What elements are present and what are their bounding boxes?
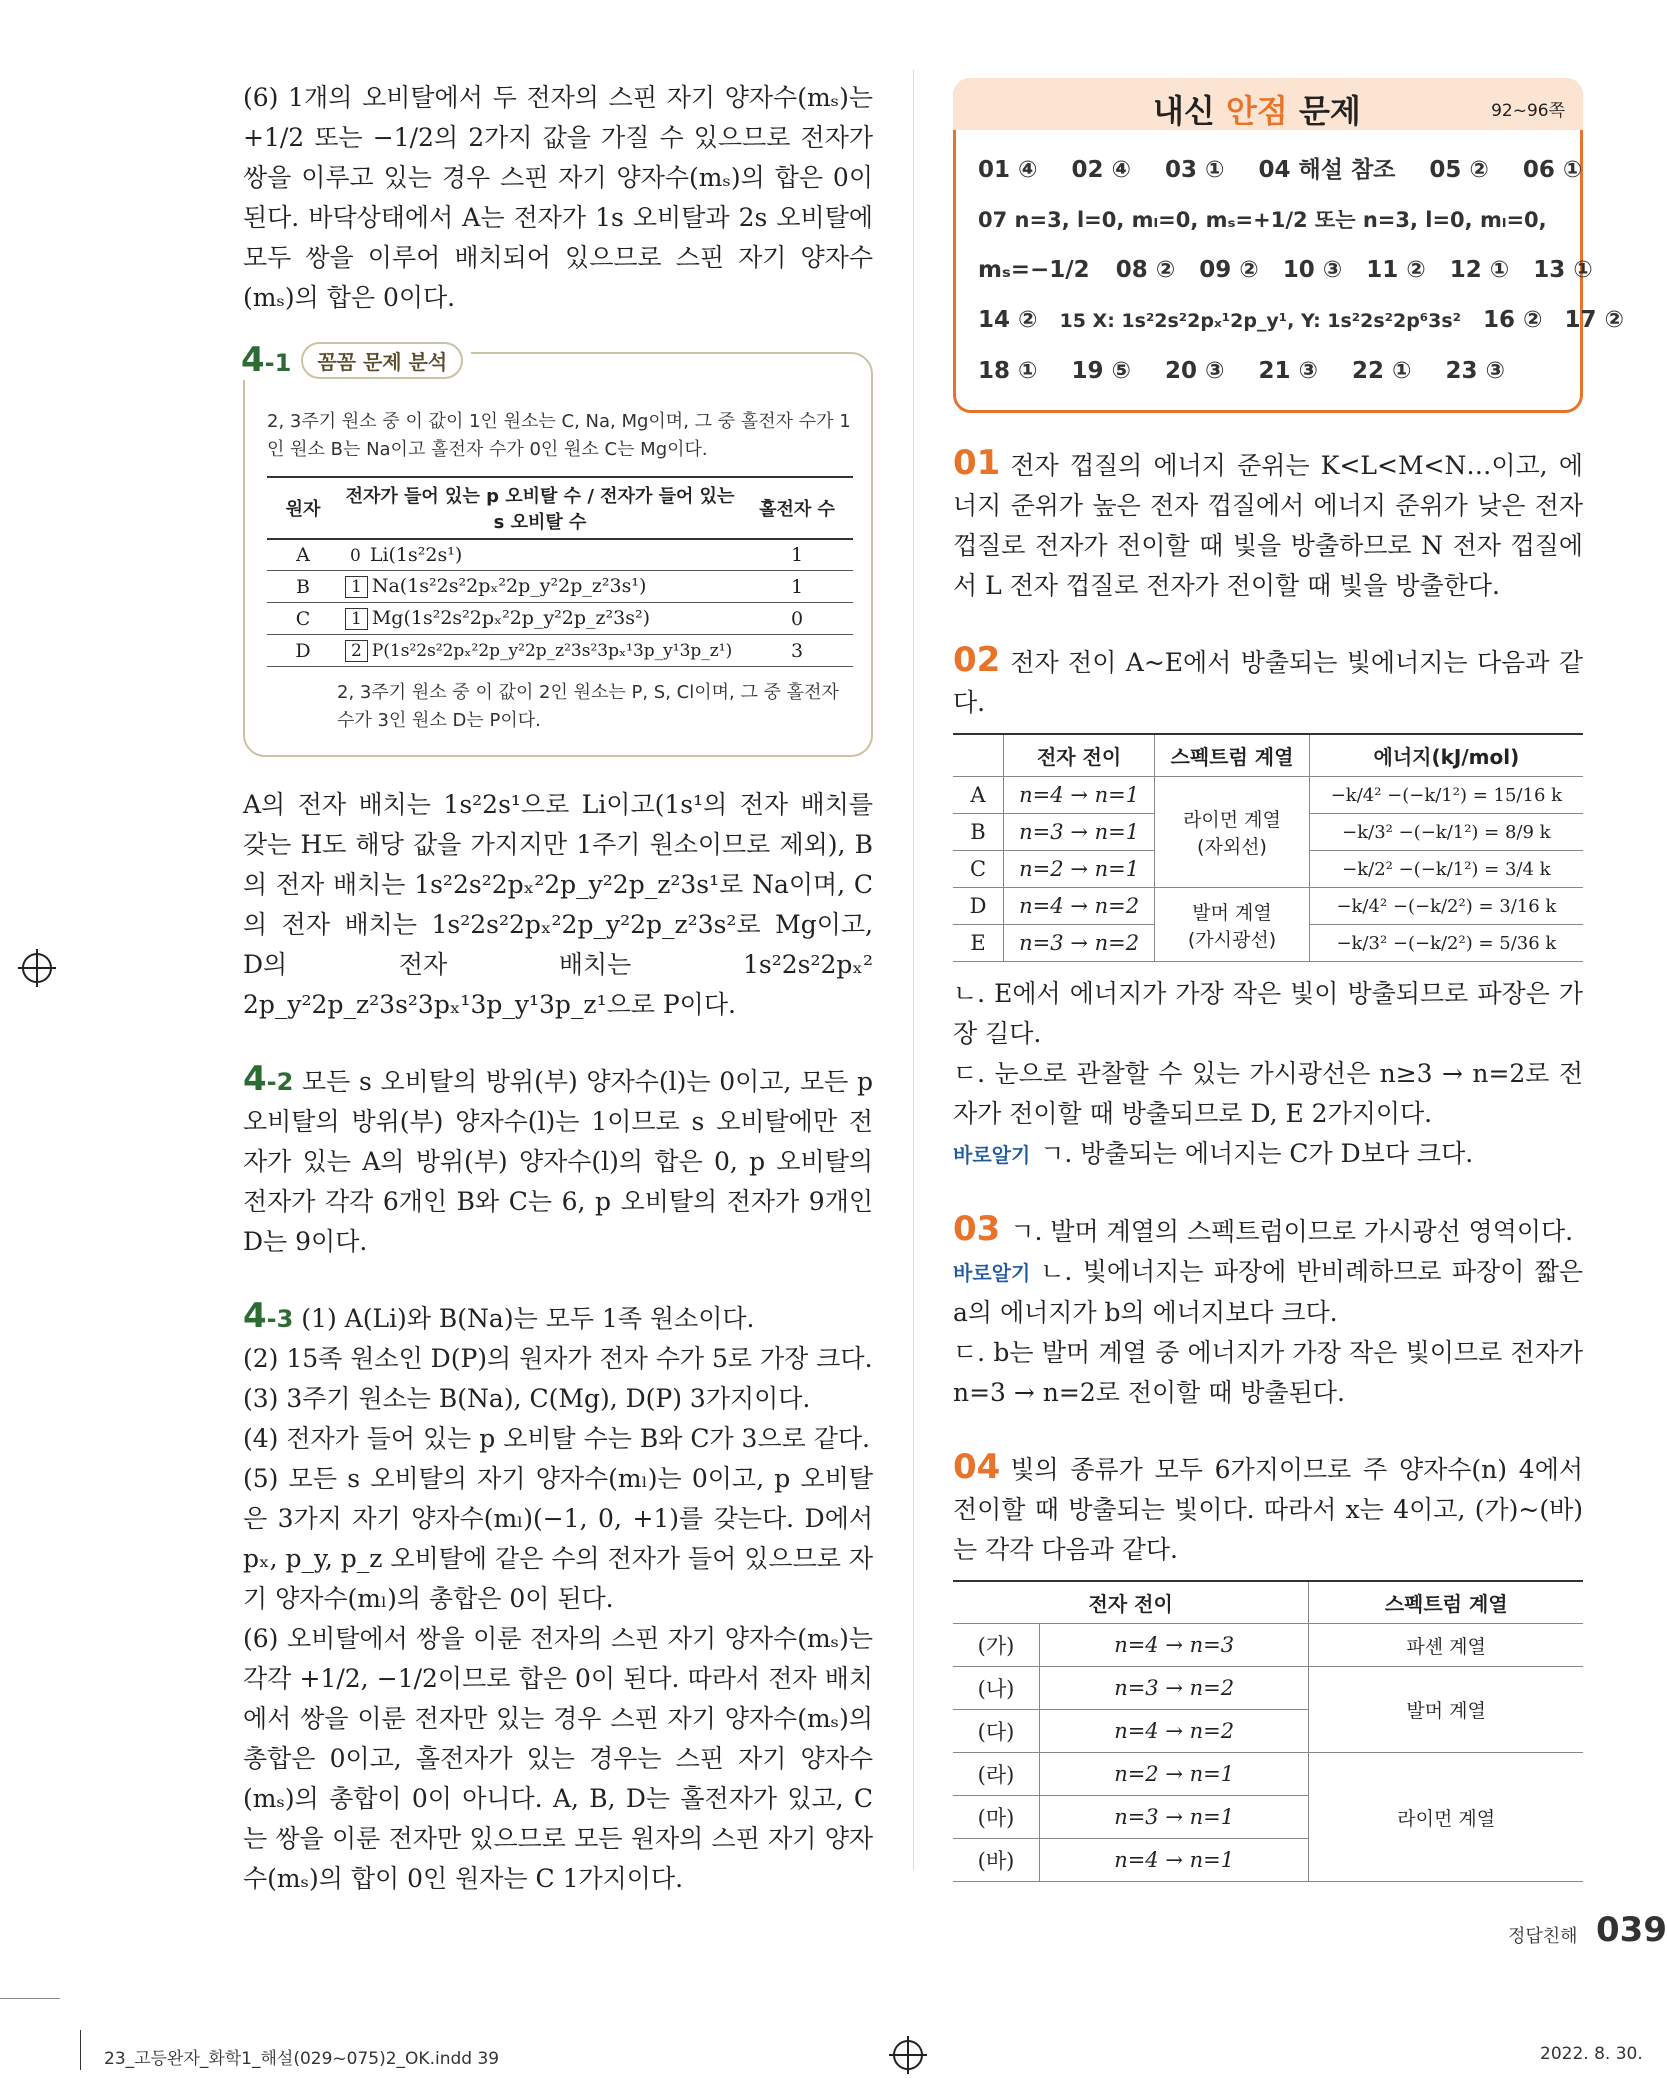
registration-mark-icon [893,2040,923,2070]
q4-1-text: A의 전자 배치는 1s²2s¹으로 Li이고(1s¹의 전자 배치를 갖는 H도 해당 값을 가지지만 1주기 원소이므로 제외), B의 전자 배치는 1s²2s²2pₓ²2p_y²2p_z²3s¹로 Na이며, C의 전자 배치는 1s²2s²2pₓ²2p_y²2p_z²3s²로 Mg이고, D의 전자 배치는 1s²2s²2pₓ² 2p_y²2p_z²3s²3pₓ¹3p_y¹3p_z¹으로 P이다. [243,790,873,1019]
q02-line1: ㄴ. E에서 에너지가 가장 작은 빛이 방출되므로 파장은 가장 길다. [953,979,1583,1048]
table-row [267,571,853,603]
right-column [953,78,1624,1882]
row-label: C [953,851,1004,888]
transition-cell: n=3 → n=1 [1004,814,1155,851]
ratio-value: 1 [345,608,368,630]
header-atom: 원자 [267,477,339,539]
q02-intro: 전자 전이 A~E에서 방출되는 빛에너지는 다음과 같다. [953,648,1583,717]
atom-cell: C [267,603,339,635]
answer-row: 01 ④ 02 ④ 03 ① 04 해설 참조 05 ② 06 ① [978,157,1583,183]
answer-row: mₛ=−1/2 08 ② 09 ② 10 ③ 11 ② 12 ① 13 ① [978,257,1593,283]
config-text: P(1s²2s²2pₓ²2p_y²2p_z²3s²3pₓ¹3p_y¹3p_z¹) [371,641,733,661]
series-cell: 라이먼 계열 (자외선) [1155,777,1310,888]
q4-3-item: (3) 3주기 원소는 B(Na), C(Mg), D(P) 3가지이다. [243,1384,811,1413]
config-cell [339,635,741,667]
row-label: (라) [953,1753,1040,1796]
table-row [953,777,1583,814]
q02-line2: ㄷ. 눈으로 관찰할 수 있는 가시광선은 n≥3 → n=2로 전자가 전이할 때 방출되므로 D, E 2가지이다. [953,1059,1583,1128]
ratio-value: 0 [350,546,361,566]
energy-cell: −k/3² −(−k/1²) = 8/9 k [1309,814,1583,851]
page-label: 정답친해 [1508,1926,1578,1947]
q02-line3: ㄱ. 방출되는 에너지는 C가 D보다 크다. [1040,1139,1474,1168]
row-label: (나) [953,1667,1040,1710]
config-cell [339,603,741,635]
energy-cell: −k/4² −(−k/1²) = 15/16 k [1309,777,1583,814]
row-label: B [953,814,1004,851]
answer-row: 14 ② 15 X: 1s²2s²2pₓ¹2p_y¹, Y: 1s²2s²2p⁶3s² 16 ② 17 ② [978,307,1624,333]
q02-number: 02 [953,640,1001,680]
left-column [243,78,873,1899]
transition-cell: n=4 → n=2 [1040,1710,1309,1753]
q4-1-number: 4-1 [241,340,292,380]
table-row [953,1624,1583,1667]
q4-3-item: (1) A(Li)와 B(Na)는 모두 1족 원소이다. [301,1304,755,1333]
q03-section [953,1209,1583,1413]
q03-line2: ㄴ. 빛에너지는 파장에 반비례하므로 파장이 짧은 a의 에너지가 b의 에너지보다 크다. [953,1257,1583,1327]
table-row [267,539,853,571]
transition-cell: n=3 → n=2 [1040,1667,1309,1710]
footer-bar [80,2030,81,2070]
header-unpaired: 홀전자 수 [741,477,853,539]
column-divider [913,70,914,1870]
table-row [953,888,1583,925]
unpaired-cell: 1 [741,571,853,603]
q02-section [953,640,1583,1175]
header-energy: 에너지(kJ/mol) [1309,734,1583,777]
q4-3-section [243,1296,873,1899]
row-label: (바) [953,1839,1040,1882]
q4-2-text: 모든 s 오비탈의 방위(부) 양자수(l)는 0이고, 모든 p 오비탈의 방위(부) 양자수(l)는 1이므로 s 오비탈에만 전자가 있는 A의 방위(부) 양자수(l)의 합은 0, p 오비탈의 전자가 각각 6개인 B와 C는 6, p 오비탈의 전자가 9개인 D는 9이다. [243,1067,874,1256]
transition-cell: n=4 → n=3 [1040,1624,1309,1667]
header-series: 스펙트럼 계열 [1309,1581,1583,1624]
ratio-value: 2 [345,640,368,662]
q02-tag: 바로알기 [953,1143,1031,1167]
header-ratio: 전자가 들어 있는 p 오비탈 수 / 전자가 들어 있는 s 오비탈 수 [339,477,741,539]
transition-cell: n=3 → n=1 [1040,1796,1309,1839]
row-label: (다) [953,1710,1040,1753]
series-cell: 파셴 계열 [1309,1624,1583,1667]
transition-cell: n=2 → n=1 [1004,851,1155,888]
transition-cell: n=4 → n=1 [1004,777,1155,814]
header-blank [953,734,1004,777]
page-number: 039 [1596,1910,1667,1950]
q04-table [953,1580,1583,1882]
config-cell [339,571,741,603]
series-cell: 발머 계열 (가시광선) [1155,888,1310,962]
q03-line3: ㄷ. b는 발머 계열 중 에너지가 가장 작은 빛이므로 전자가 n=3 → n=2로 전이할 때 방출된다. [953,1338,1583,1407]
config-text: Na(1s²2s²2pₓ²2p_y²2p_z²3s¹) [371,575,647,597]
atom-cell: D [267,635,339,667]
q01-number: 01 [953,443,1001,483]
transition-cell: n=2 → n=1 [1040,1753,1309,1796]
answer-box [953,78,1624,413]
row-label: (마) [953,1796,1040,1839]
row-label: E [953,925,1004,962]
transition-cell: n=3 → n=2 [1004,925,1155,962]
unpaired-cell: 0 [741,603,853,635]
series-cell: 발머 계열 [1309,1667,1583,1753]
energy-cell: −k/4² −(−k/2²) = 3/16 k [1309,888,1583,925]
q4-1-section [241,340,873,1025]
answer-box-title: 내신 안점 문제 [1153,92,1361,130]
q01-text: 전자 껍질의 에너지 준위는 K<L<M<N…이고, 에너지 준위가 높은 전자 껍질에서 에너지 준위가 낮은 전자 껍질로 전자가 전이할 때 빛을 방출하므로 N 전자 껍질에서 L 전자 껍질로 전자가 전이할 때 빛을 방출한다. [953,451,1583,600]
header-transition: 전자 전이 [953,1581,1309,1624]
analysis-badge: 꼼꼼 문제 분석 [301,342,463,379]
unpaired-cell: 3 [741,635,853,667]
q02-table [953,733,1583,962]
table-row [953,1753,1583,1796]
q4-2-section [243,1059,873,1262]
energy-cell: −k/2² −(−k/1²) = 3/4 k [1309,851,1583,888]
q03-tag: 바로알기 [953,1261,1031,1285]
answer-box-pages: 92~96쪽 [1491,101,1565,121]
footer-rule [0,1998,60,1999]
analysis-note-top: 2, 3주기 원소 중 이 값이 1인 원소는 C, Na, Mg이며, 그 중 홀전자 수가 1인 원소 B는 Na이고 홀전자 수가 0인 원소 C는 Mg이다. [267,411,851,460]
q04-number: 04 [953,1447,1001,1487]
footer-date: 2022. 8. 30. [1540,2044,1643,2064]
answer-row: 18 ① 19 ⑤ 20 ③ 21 ③ 22 ① 23 ③ [978,358,1505,384]
energy-cell: −k/3² −(−k/2²) = 5/36 k [1309,925,1583,962]
q4-2-number: 4-2 [243,1059,294,1099]
analysis-table [267,476,853,667]
footer-filename: 23_고등완자_화학1_해설(029~075)2_OK.indd 39 [104,2049,500,2069]
q4-3-item: (2) 15족 원소인 D(P)의 원자가 전자 수가 5로 가장 크다. [243,1344,873,1373]
unpaired-cell: 1 [741,539,853,571]
analysis-head [241,340,471,380]
analysis-note-bottom: 2, 3주기 원소 중 이 값이 2인 원소는 P, S, Cl이며, 그 중 홀전자 수가 3인 원소 D는 P이다. [337,682,839,731]
atom-cell: A [267,539,339,571]
q03-number: 03 [953,1209,1001,1249]
row-label: (가) [953,1624,1040,1667]
q03-line1: ㄱ. 발머 계열의 스펙트럼이므로 가시광선 영역이다. [1010,1217,1574,1246]
config-cell [339,539,741,571]
transition-cell: n=4 → n=2 [1004,888,1155,925]
transition-cell: n=4 → n=1 [1040,1839,1309,1882]
table-row [267,603,853,635]
q4-3-number: 4-3 [243,1296,294,1336]
config-text: Li(1s²2s¹) [369,544,463,566]
q4-3-item: (5) 모든 s 오비탈의 자기 양자수(mₗ)는 0이고, p 오비탈은 3가지 자기 양자수(mₗ)(−1, 0, +1)를 갖는다. D에서 pₓ, p_y, p_z 오비탈에 같은 수의 전자가 들어 있으므로 자기 양자수(mₗ)의 총합은 0이 된다. [243,1464,873,1613]
row-label: D [953,888,1004,925]
registration-mark-icon [22,953,52,983]
series-cell: 라이먼 계열 [1309,1753,1583,1882]
q04-text: 빛의 종류가 모두 6가지이므로 주 양자수(n) 4에서 전이할 때 방출되는 빛이다. 따라서 x는 4이고, (가)~(바)는 각각 다음과 같다. [953,1455,1583,1564]
config-text: Mg(1s²2s²2pₓ²2p_y²2p_z²3s²) [371,607,651,629]
table-row [267,635,853,667]
table-row [953,1667,1583,1710]
q4-3-item: (4) 전자가 들어 있는 p 오비탈 수는 B와 C가 3으로 같다. [243,1424,870,1453]
q01-section [953,443,1583,606]
header-series: 스펙트럼 계열 [1155,734,1310,777]
q6-intro-text: (6) 1개의 오비탈에서 두 전자의 스핀 자기 양자수(mₛ)는 +1/2 또는 −1/2의 2가지 값을 가질 수 있으므로 전자가 쌍을 이루고 있는 경우 스핀 자기 양자수(mₛ)의 합은 0이 된다. 바닥상태에서 A는 전자가 1s 오비탈과 2s 오비탈에 모두 쌍을 이루어 배치되어 있으므로 스핀 자기 양자수(mₛ)의 합은 0이다. [243,83,873,312]
row-label: A [953,777,1004,814]
analysis-box [241,340,873,757]
answer-row: 07 n=3, l=0, mₗ=0, mₛ=+1/2 또는 n=3, l=0, mₗ=0, [978,208,1547,232]
q04-section [953,1447,1583,1882]
answer-box-header [953,78,1583,130]
q4-3-item: (6) 오비탈에서 쌍을 이룬 전자의 스핀 자기 양자수(mₛ)는 각각 +1/2, −1/2이므로 합은 0이 된다. 따라서 전자 배치에서 쌍을 이룬 전자만 있는 경우 스핀 자기 양자수(mₛ)의 총합은 0이고, 홀전자가 있는 경우는 스핀 자기 양자수(mₛ)의 총합이 0이 아니다. A, B, D는 홀전자가 있고, C는 쌍을 이룬 전자만 있으므로 모든 원자의 스핀 자기 양자수(mₛ)의 합이 0인 원자는 C 1가지이다. [243,1624,873,1893]
header-transition: 전자 전이 [1004,734,1155,777]
atom-cell: B [267,571,339,603]
ratio-value: 1 [345,576,368,598]
